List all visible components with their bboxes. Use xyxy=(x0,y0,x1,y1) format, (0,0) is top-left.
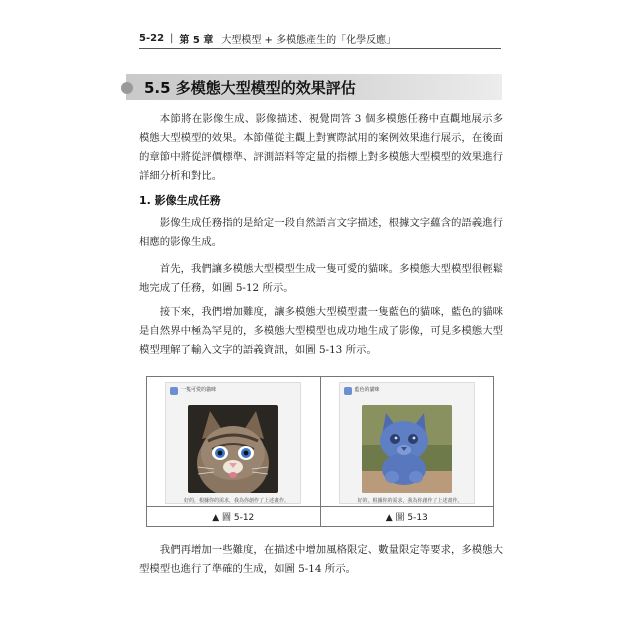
header-rule xyxy=(139,48,501,49)
figure-5-12 xyxy=(147,377,320,506)
chapter-title: 大型模型 + 多模態產生的「化學反應」 xyxy=(221,34,397,46)
header-separator: | xyxy=(170,32,174,44)
chat-reply: 好的，根據你的需求，我為你創作了上述畫作。 xyxy=(184,498,290,504)
user-avatar-icon xyxy=(344,387,352,395)
chapter-number: 第 5 章 xyxy=(179,34,214,46)
paragraph-cute-cat: 首先，我們讓多模態大型模型生成一隻可愛的貓咪。多模態大型模型很輕鬆地完成了任務，如圖 5-12 所示。 xyxy=(139,263,503,294)
intro-paragraph: 本節將在影像生成、影像描述、視覺問答 3 個多模態任務中直觀地展示多模態大型模型的效果。本節僅從主觀上對實際試用的案例效果進行展示，在後面的章節中將從評價標準、評測語料等定量的指標上對多模態大型模型的效果進行詳細分析和對比。 xyxy=(139,113,503,182)
figure-caption-5-12: ▲ 圖 5-12 xyxy=(212,513,255,523)
section-bullet-icon xyxy=(121,82,133,94)
chat-reply: 好的，根據你的需求，我為你創作了上述畫作。 xyxy=(357,498,463,504)
chat-screenshot xyxy=(339,382,475,504)
chat-prompt: 一隻可愛的貓咪 xyxy=(181,387,217,393)
tabby-kitten-image xyxy=(188,405,278,493)
figure-5-13 xyxy=(320,377,494,506)
chat-screenshot xyxy=(165,382,301,504)
chat-prompt: 藍色的貓咪 xyxy=(354,387,380,393)
section-title-bar xyxy=(126,74,502,100)
running-head xyxy=(139,30,501,46)
paragraph-harder: 我們再增加一些難度，在描述中增加風格限定、數量限定等要求，多模態大型模型也進行了準確的生成，如圖 5-14 所示。 xyxy=(139,544,503,575)
paragraph-blue-cat: 接下來，我們增加難度，讓多模態大型模型畫一隻藍色的貓咪，藍色的貓咪是自然界中極為罕見的，多模態大型模型也成功地生成了影像，可見多模態大型模型理解了輸入文字的語義資訊，如圖 5-13 所示。 xyxy=(139,306,503,356)
user-avatar-icon xyxy=(170,387,178,395)
figure-caption-5-13: ▲ 圖 5-13 xyxy=(320,507,494,526)
page-number: 5-22 xyxy=(139,32,165,44)
figure-table xyxy=(146,376,494,527)
subsection-heading: 1. 影像生成任務 xyxy=(139,194,221,207)
blue-cat-image xyxy=(362,405,452,493)
paragraph-definition: 影像生成任務指的是給定一段自然語言文字描述，根據文字蘊含的語義進行相應的影像生成。 xyxy=(139,217,503,248)
section-title: 5.5 多模態大型模型的效果評估 xyxy=(144,78,356,97)
